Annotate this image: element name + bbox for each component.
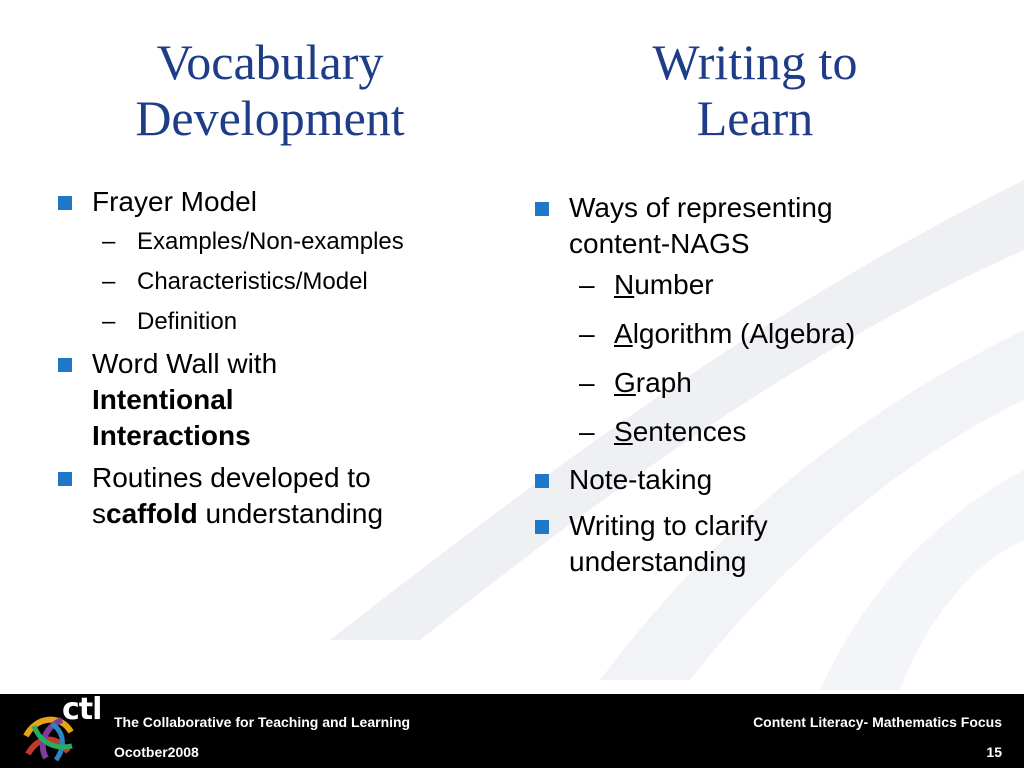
clarify-line1: Writing to clarify (569, 510, 768, 541)
square-bullet-icon (535, 202, 549, 216)
routines-text-end: understanding (197, 498, 384, 529)
square-bullet-icon (58, 472, 72, 486)
note-taking-label: Note-taking (569, 464, 713, 495)
bullet-note-taking (535, 462, 975, 498)
frayer-model-label: Frayer Model (92, 186, 257, 217)
footer-organization: The Collaborative for Teaching and Learning (114, 714, 411, 730)
nags-letter: N (614, 269, 635, 300)
left-bullet-list (58, 184, 488, 538)
word-wall-bold-1: Intentional (92, 384, 234, 415)
frayer-sublist (92, 224, 488, 340)
dash-bullet-icon: – (579, 367, 595, 398)
nags-item-graph (569, 364, 975, 402)
sub-item (92, 304, 488, 340)
ctl-logo (16, 692, 106, 766)
sub-item-label: Characteristics/Model (137, 268, 368, 295)
nags-item-number (569, 266, 975, 304)
ways-line1: Ways of representing (569, 192, 833, 223)
bullet-writing-to-clarify (535, 508, 975, 580)
routines-bold: caffold (106, 498, 198, 529)
bullet-frayer-model (58, 184, 488, 340)
routines-text: Routines developed to (92, 462, 371, 493)
footer-page-number: 15 (986, 744, 1002, 760)
nags-letter: S (614, 416, 633, 447)
sub-item-label: Examples/Non-examples (137, 228, 404, 255)
title-vocabulary-development (30, 34, 510, 146)
word-wall-bold-2: Interactions (92, 420, 251, 451)
routines-letter: s (92, 498, 106, 529)
footer-date: Ocotber2008 (114, 744, 199, 760)
footer-bar (0, 694, 1024, 768)
right-bullet-list (535, 190, 975, 590)
bullet-ways-of-representing (535, 190, 975, 451)
dash-bullet-icon: – (579, 318, 595, 349)
nags-rest: umber (634, 269, 714, 300)
footer-course-title: Content Literacy- Mathematics Focus (753, 714, 1002, 730)
nags-rest: raph (635, 367, 692, 398)
dash-bullet-icon: – (102, 268, 116, 295)
dash-bullet-icon: – (102, 228, 116, 255)
ctl-logo-text: ctl (62, 692, 102, 727)
square-bullet-icon (535, 474, 549, 488)
clarify-line2: understanding (569, 546, 747, 577)
dash-bullet-icon: – (579, 269, 595, 300)
nags-sublist (569, 266, 975, 451)
title-right-line2: Learn (696, 90, 814, 146)
dash-bullet-icon: – (102, 308, 116, 335)
sub-item (92, 224, 488, 260)
nags-item-sentences (569, 413, 975, 451)
nags-letter: A (614, 318, 633, 349)
title-left-line1: Vocabulary (156, 34, 384, 90)
nags-rest: lgorithm (Algebra) (632, 318, 856, 349)
title-right-line1: Writing to (652, 34, 858, 90)
bullet-routines (58, 460, 488, 532)
title-writing-to-learn (515, 34, 995, 146)
square-bullet-icon (58, 358, 72, 372)
title-left-line2: Development (135, 90, 405, 146)
ways-line2: content-NAGS (569, 228, 750, 259)
bullet-word-wall (58, 346, 488, 454)
word-wall-text: Word Wall with (92, 348, 278, 379)
dash-bullet-icon: – (579, 416, 595, 447)
nags-letter: G (614, 367, 636, 398)
sub-item-label: Definition (137, 308, 238, 335)
sub-item (92, 264, 488, 300)
nags-item-algorithm (569, 315, 975, 353)
square-bullet-icon (58, 196, 72, 210)
square-bullet-icon (535, 520, 549, 534)
nags-rest: entences (632, 416, 747, 447)
